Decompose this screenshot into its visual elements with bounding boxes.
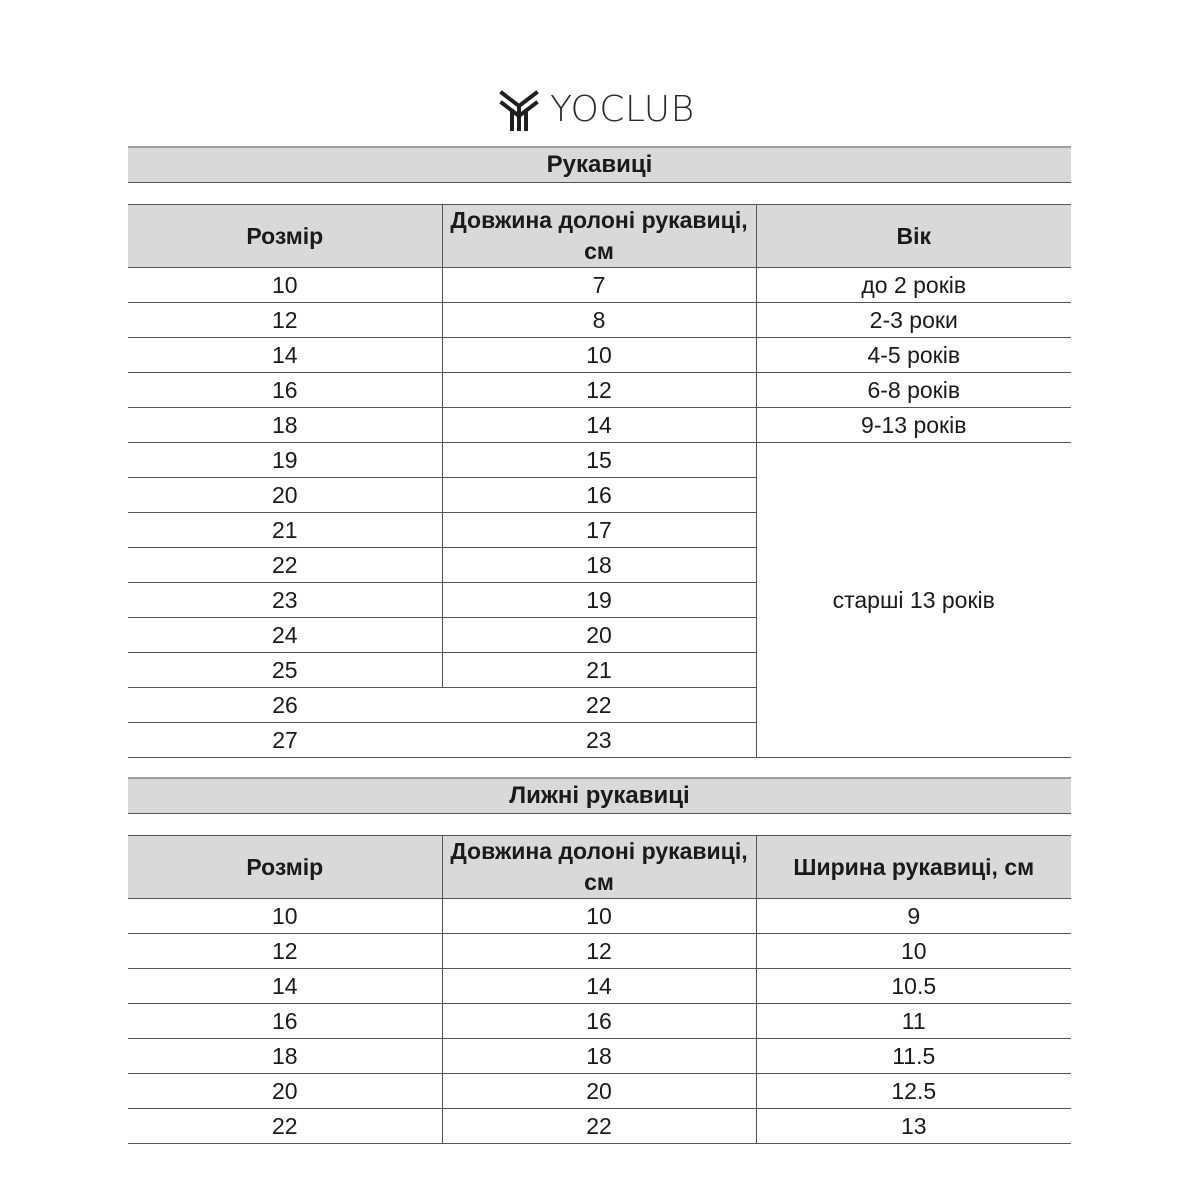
cell-size: 19 <box>128 443 442 478</box>
cell-width: 9 <box>756 899 1071 934</box>
column-header-age: Вік <box>756 205 1071 268</box>
cell-length: 15 <box>442 443 756 478</box>
cell-length: 20 <box>442 1074 756 1109</box>
cell-length: 16 <box>442 1004 756 1039</box>
cell-width: 10 <box>756 934 1071 969</box>
spacer <box>128 183 1071 205</box>
cell-width: 12.5 <box>756 1074 1071 1109</box>
table-row <box>128 443 1071 478</box>
cell-length: 10 <box>442 899 756 934</box>
cell-width: 11 <box>756 1004 1071 1039</box>
cell-length: 14 <box>442 408 756 443</box>
cell-length: 22 <box>442 1109 756 1144</box>
cell-size: 25 <box>128 653 442 688</box>
column-header-width: Ширина рукавиці, см <box>756 836 1071 899</box>
table-row <box>128 1039 1071 1074</box>
cell-size: 12 <box>128 303 442 338</box>
table-row <box>128 1074 1071 1109</box>
cell-size: 22 <box>128 1109 442 1144</box>
column-header-length: Довжина долоні рукавиці, см <box>442 836 756 899</box>
cell-length: 21 <box>442 653 756 688</box>
cell-width: 10.5 <box>756 969 1071 1004</box>
cell-length: 8 <box>442 303 756 338</box>
cell-size: 14 <box>128 338 442 373</box>
ski-gloves-table-title: Лижні рукавиці <box>128 778 1071 814</box>
cell-length: 12 <box>442 373 756 408</box>
cell-size: 16 <box>128 373 442 408</box>
cell-size: 26 <box>128 688 442 723</box>
cell-age: 2-3 роки <box>756 303 1071 338</box>
column-header-length: Довжина долоні рукавиці, см <box>442 205 756 268</box>
table-row <box>128 1109 1071 1144</box>
table-row <box>128 408 1071 443</box>
table-row <box>128 303 1071 338</box>
cell-size: 20 <box>128 478 442 513</box>
cell-length: 12 <box>442 934 756 969</box>
cell-length: 18 <box>442 1039 756 1074</box>
cell-size: 18 <box>128 408 442 443</box>
cell-length: 23 <box>442 723 756 758</box>
cell-length: 22 <box>442 688 756 723</box>
cell-age: 4-5 років <box>756 338 1071 373</box>
cell-size: 24 <box>128 618 442 653</box>
table-row <box>128 268 1071 303</box>
cell-width: 13 <box>756 1109 1071 1144</box>
yoclub-logo-icon <box>498 89 540 131</box>
cell-age: до 2 років <box>756 268 1071 303</box>
cell-length: 18 <box>442 548 756 583</box>
cell-size: 16 <box>128 1004 442 1039</box>
brand-name: YOCLUB <box>550 89 695 130</box>
cell-length: 17 <box>442 513 756 548</box>
table-row <box>128 969 1071 1004</box>
cell-length: 19 <box>442 583 756 618</box>
column-header-size: Розмір <box>128 836 442 899</box>
cell-length: 20 <box>442 618 756 653</box>
cell-age: 9-13 років <box>756 408 1071 443</box>
table-row <box>128 899 1071 934</box>
cell-size: 18 <box>128 1039 442 1074</box>
cell-length: 14 <box>442 969 756 1004</box>
table-row <box>128 1004 1071 1039</box>
cell-age: 6-8 років <box>756 373 1071 408</box>
cell-length: 16 <box>442 478 756 513</box>
cell-size: 23 <box>128 583 442 618</box>
cell-size: 10 <box>128 268 442 303</box>
spacer <box>128 814 1071 836</box>
cell-size: 12 <box>128 934 442 969</box>
cell-width: 11.5 <box>756 1039 1071 1074</box>
cell-size: 21 <box>128 513 442 548</box>
cell-length: 7 <box>442 268 756 303</box>
cell-length: 10 <box>442 338 756 373</box>
cell-size: 27 <box>128 723 442 758</box>
cell-size: 14 <box>128 969 442 1004</box>
table-row <box>128 934 1071 969</box>
cell-size: 10 <box>128 899 442 934</box>
table-row <box>128 338 1071 373</box>
brand-logo <box>498 88 695 132</box>
cell-age-merged: старші 13 років <box>756 443 1071 758</box>
gloves-table-title: Рукавиці <box>128 147 1071 183</box>
gloves-size-table <box>128 146 1071 780</box>
ski-gloves-size-table <box>128 777 1071 1144</box>
cell-size: 20 <box>128 1074 442 1109</box>
table-row <box>128 373 1071 408</box>
cell-size: 22 <box>128 548 442 583</box>
column-header-size: Розмір <box>128 205 442 268</box>
